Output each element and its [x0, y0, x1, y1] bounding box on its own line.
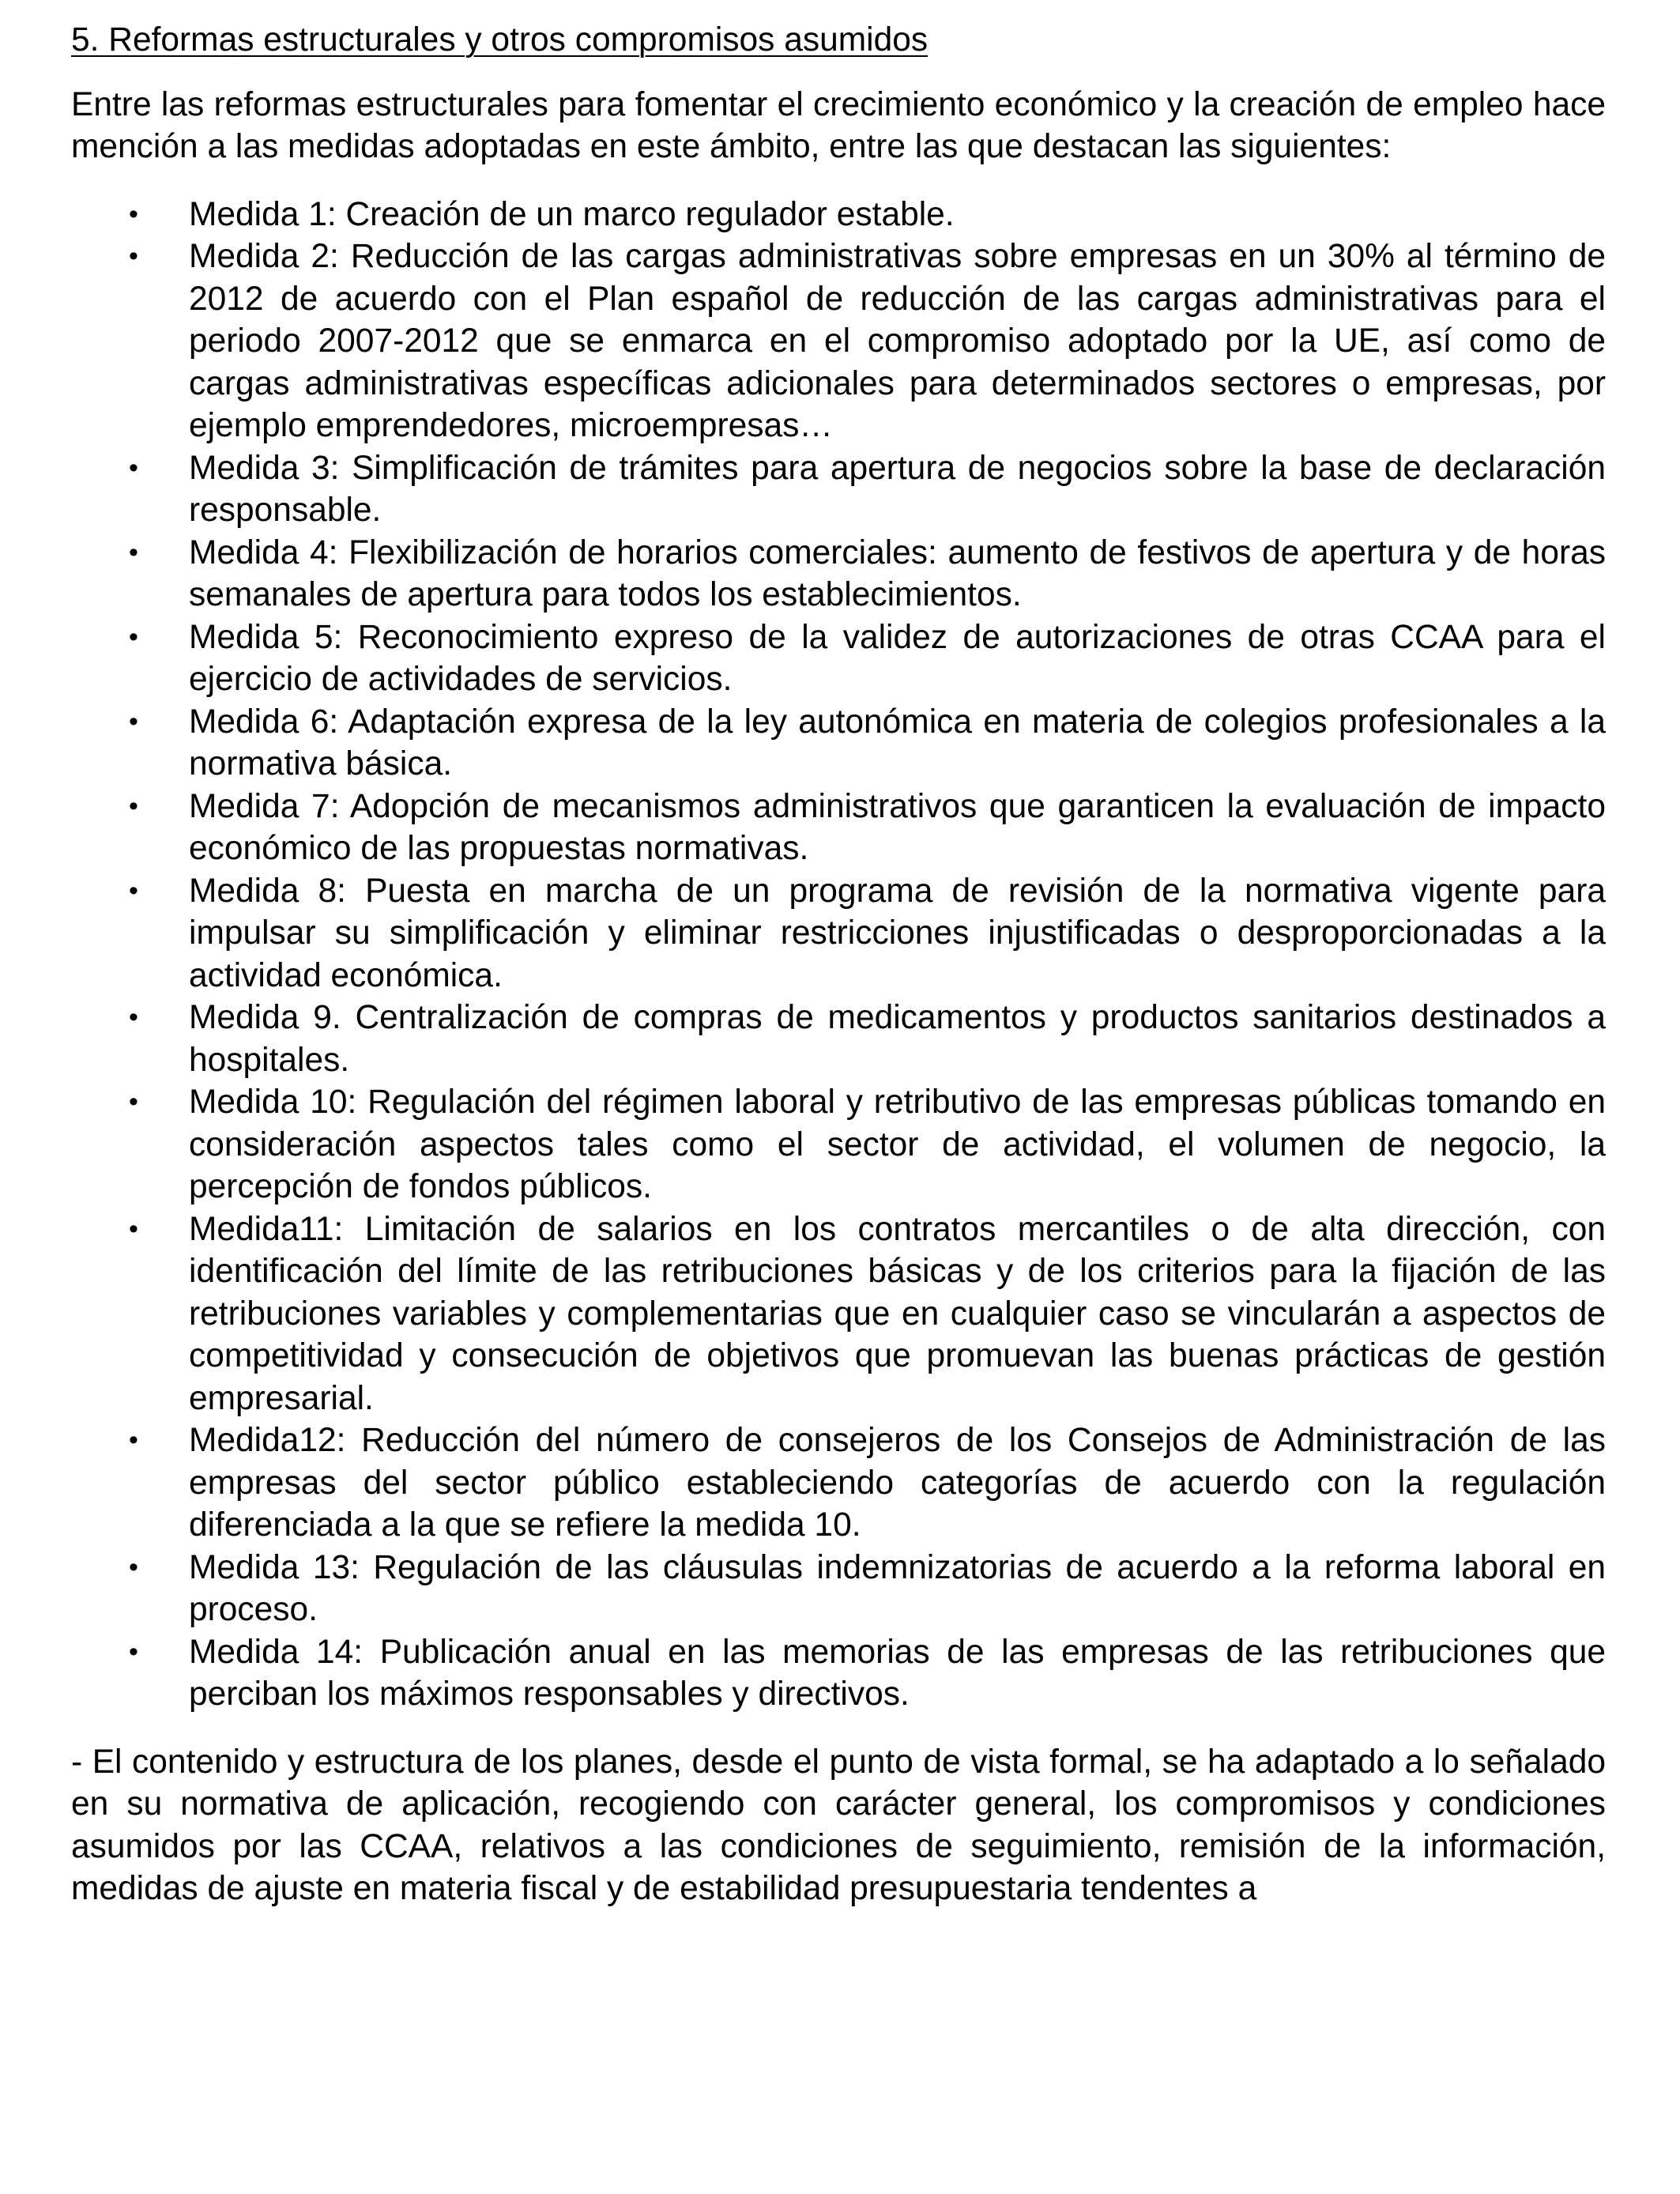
measure-text: Medida 13: Regulación de las cláusulas indemnizatorias de acuerdo a la reforma laboral en proceso. [189, 1548, 1606, 1628]
measure-text: Medida 5: Reconocimiento expreso de la validez de autorizaciones de otras CCAA para el ejercicio de actividades de servicios. [189, 618, 1606, 698]
list-item [71, 997, 1606, 1081]
bullet-icon: • [129, 1213, 138, 1244]
measure-text: Medida 8: Puesta en marcha de un programa de revisión de la normativa vigente para impulsar su simplificación y eliminar restricciones injustificadas o desproporcionadas a la actividad económica. [189, 872, 1606, 994]
measure-text: Medida 2: Reducción de las cargas administrativas sobre empresas en un 30% al término de 2012 de acuerdo con el Plan español de reducción de las cargas administrativas para el periodo 2007-2012 que se enmarca en el compromiso adoptado por la UE, así como de cargas administrativas específicas adicionales para determinados sectores o empresas, por ejemplo emprendedores, microempresas… [189, 238, 1606, 444]
measure-text: Medida 10: Regulación del régimen laboral y retributivo de las empresas públicas tomando en consideración aspectos tales como el sector de actividad, el volumen de negocio, la percepción de fondos públicos. [189, 1084, 1606, 1205]
list-item [71, 1547, 1606, 1631]
measure-text: Medida 4: Flexibilización de horarios comerciales: aumento de festivos de apertura y de horas semanales de apertura para todos los establecimientos. [189, 533, 1606, 613]
measure-text: Medida 7: Adopción de mecanismos administrativos que garanticen la evaluación de impacto económico de las propuestas normativas. [189, 787, 1606, 867]
list-item [71, 1419, 1606, 1547]
bullet-icon: • [129, 198, 138, 229]
bullet-icon: • [129, 875, 138, 906]
bullet-icon: • [129, 1636, 138, 1667]
measure-text: Medida 3: Simplificación de trámites para apertura de negocios sobre la base de declaración responsable. [189, 449, 1606, 529]
bullet-icon: • [129, 1551, 138, 1582]
closing-paragraph: - El contenido y estructura de los planes, desde el punto de vista formal, se ha adaptado a lo señalado en su normativa de aplicación, recogiendo con carácter general, los compromisos y condiciones asumidos por las CCAA, relativos a las condiciones de seguimiento, remisión de la información, medidas de ajuste en materia fiscal y de estabilidad presupuestaria tendentes a [71, 1743, 1606, 1907]
list-item [71, 447, 1606, 532]
section-heading: 5. Reformas estructurales y otros compromisos asumidos [71, 21, 929, 58]
list-item [71, 532, 1606, 616]
list-item [71, 701, 1606, 786]
list-item [71, 616, 1606, 701]
intro-paragraph: Entre las reformas estructurales para fomentar el crecimiento económico y la creación de empleo hace mención a las medidas adoptadas en este ámbito, entre las que destacan las siguientes: [71, 85, 1606, 165]
bullet-icon: • [129, 706, 138, 737]
list-item [71, 1208, 1606, 1420]
document-page [71, 19, 1606, 1910]
bullet-icon: • [129, 1087, 138, 1117]
measure-text: Medida12: Reducción del número de consejeros de los Consejos de Administración de las empresas del sector público estableciendo categorías de acuerdo con la regulación diferenciada a la que se refiere la medida 10. [189, 1422, 1606, 1544]
bullet-icon: • [129, 452, 138, 483]
bullet-icon: • [129, 1002, 138, 1032]
list-item [71, 236, 1606, 447]
list-item [71, 870, 1606, 997]
list-item [71, 1631, 1606, 1716]
list-item [71, 786, 1606, 870]
list-item [71, 1081, 1606, 1208]
measure-text: Medida 1: Creación de un marco regulador estable. [189, 195, 955, 233]
bullet-icon: • [129, 241, 138, 271]
measure-text: Medida 6: Adaptación expresa de la ley autonómica en materia de colegios profesionales a la normativa básica. [189, 703, 1606, 782]
bullet-icon: • [129, 1425, 138, 1455]
bullet-icon: • [129, 790, 138, 821]
measure-text: Medida 9. Centralización de compras de medicamentos y productos sanitarios destinados a hospitales. [189, 999, 1606, 1079]
measure-text: Medida 14: Publicación anual en las memorias de las empresas de las retribuciones que perciban los máximos responsables y directivos. [189, 1633, 1606, 1713]
bullet-icon: • [129, 621, 138, 652]
list-item [71, 194, 1606, 236]
measures-list [71, 194, 1606, 1716]
bullet-icon: • [129, 537, 138, 567]
measure-text: Medida11: Limitación de salarios en los contratos mercantiles o de alta dirección, con identificación del límite de las retribuciones básicas y de los criterios para la fijación de las retribuciones variables y complementarias que en cualquier caso se vincularán a aspectos de competitividad y consecución de objetivos que promuevan las buenas prácticas de gestión empresarial. [189, 1210, 1606, 1417]
